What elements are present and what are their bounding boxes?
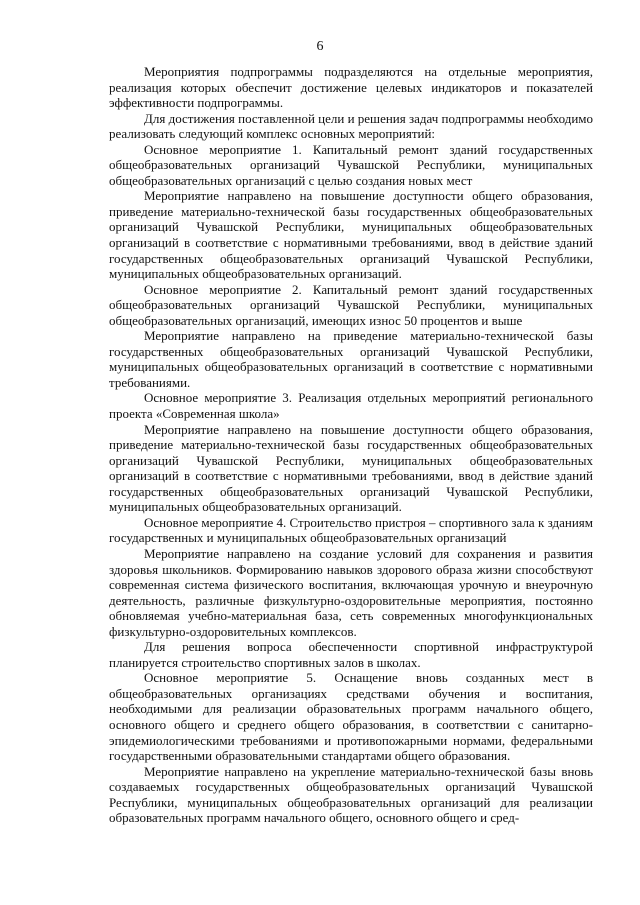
paragraph: Мероприятие направлено на повышение доступности общего образования, приведение материально-технической базы государственных общеобразовательных организаций Чувашской Республики, муниципальных общеобразовательных организаций в соответствие с нормативными требованиями, ввод в действие зданий государственных общеобразовательных организаций Чувашской Республики, муниципальных общеобразовательных организаций. [109,421,593,515]
page-number: 6 [316,39,324,54]
paragraph: Мероприятие направлено на создание условий для сохранения и развития здоровья школьников. Формированию навыков здорового образа жизни способствуют современная система физического воспитания, включающая урочную и внеурочную деятельность, различные физкультурно-оздоровительные мероприятия, постоянно обновляемая учебно-материальная база, сеть современных многофункциональных физкультурно-оздоровительных комплексов. [109,545,593,639]
paragraph: Для решения вопроса обеспеченности спортивной инфраструктурой планируется строительство спортивных залов в школах. [109,639,593,670]
paragraph: Основное мероприятие 2. Капитальный ремонт зданий государственных общеобразовательных организаций Чувашской Республики, муниципальных общеобразовательных организаций, имеющих износ 50 процентов и выше [109,281,593,328]
paragraph: Основное мероприятие 5. Оснащение вновь созданных мест в общеобразовательных организациях средствами обучения и воспитания, необходимыми для реализации образовательных программ начального общего, основного общего и среднего общего образования, в соответствии с санитарно-эпидемиологическими требованиями и противопожарными нормами, федеральными государственными образовательными стандартами общего образования. [109,670,593,764]
paragraph: Мероприятие направлено на повышение доступности общего образования, приведение материально-технической базы государственных общеобразовательных организаций Чувашской Республики, муниципальных общеобразовательных организаций в соответствие с нормативными требованиями, ввод в действие зданий государственных общеобразовательных организаций Чувашской Республики, муниципальных общеобразовательных организаций. [109,188,593,282]
paragraph: Основное мероприятие 3. Реализация отдельных мероприятий регионального проекта «Современная школа» [109,390,593,422]
paragraph: Для достижения поставленной цели и решения задач подпрограммы необходимо реализовать следующий комплекс основных мероприятий: [109,110,594,142]
paragraph: Основное мероприятие 1. Капитальный ремонт зданий государственных общеобразовательных организаций Чувашской Республики, муниципальных общеобразовательных организаций с целью создания новых мест [109,141,593,188]
paragraph: Основное мероприятие 4. Строительство пристроя – спортивного зала к зданиям государственных и муниципальных общеобразовательных организаций [109,514,593,546]
document-body [109,64,593,826]
paragraph: Мероприятие направлено на укрепление материально-технической базы вновь создаваемых государственных общеобразовательных организаций Чувашской Республики, муниципальных общеобразовательных организаций для реализации образовательных программ начального общего, основного общего и сред- [109,763,593,826]
paragraph: Мероприятие направлено на приведение материально-технической базы государственных общеобразовательных организаций Чувашской Республики, муниципальных общеобразовательных организаций в соответствие с нормативными требованиями. [109,328,593,390]
paragraph: Мероприятия подпрограммы подразделяются на отдельные мероприятия, реализация которых обеспечит достижение целевых индикаторов и показателей эффективности подпрограммы. [109,64,593,111]
